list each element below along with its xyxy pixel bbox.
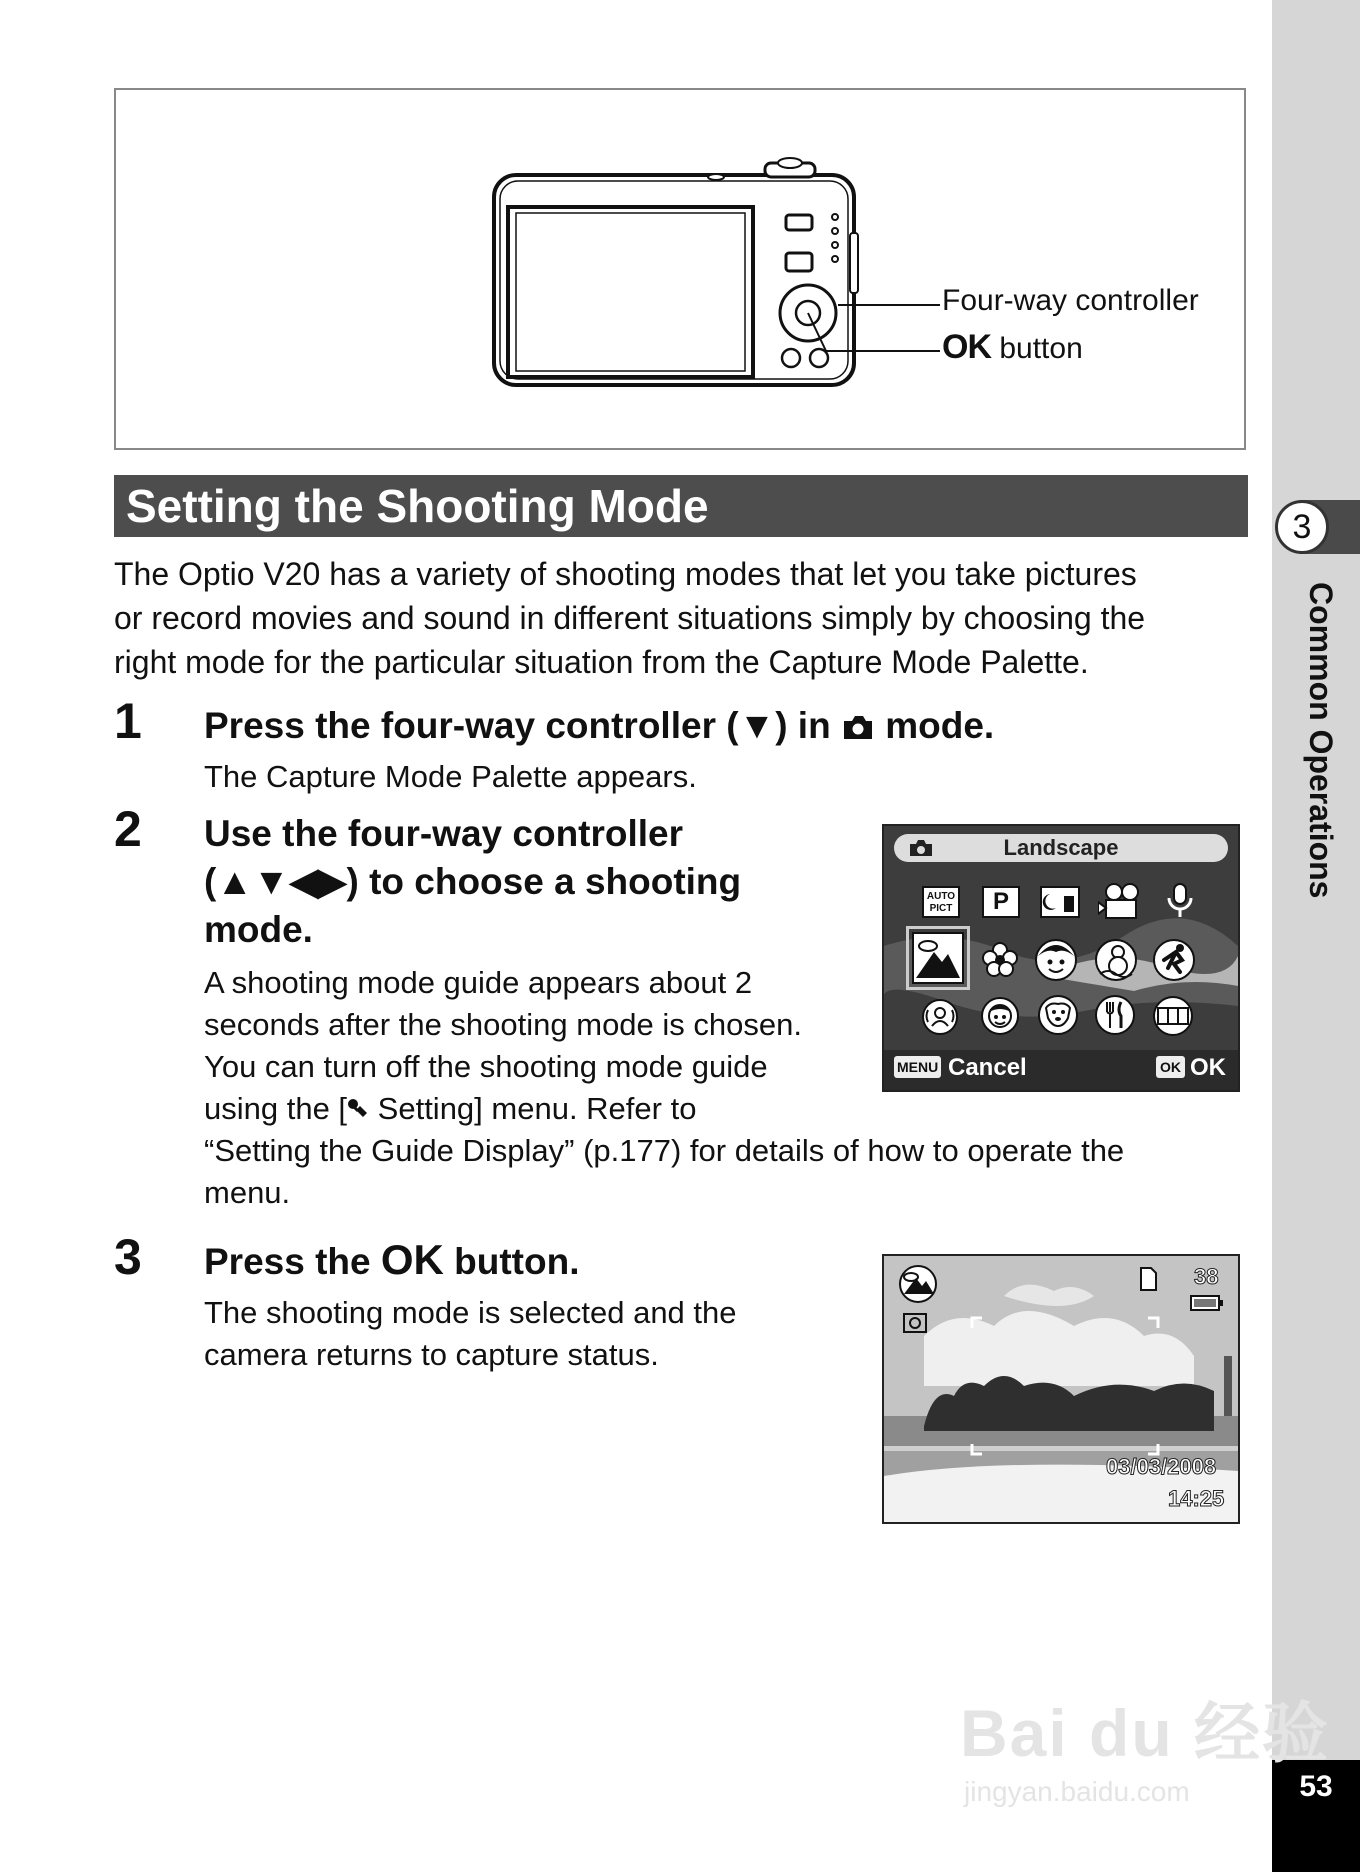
step-1-number: 1 — [114, 693, 142, 749]
step-2-body-line-2: seconds after the shooting mode is chosen. — [204, 1007, 802, 1042]
auto-label-2: PICT — [929, 903, 953, 914]
ok-glyph: OK — [942, 328, 991, 366]
cancel-label: Cancel — [948, 1054, 1027, 1081]
watermark: Bai du 经验 — [960, 1696, 1331, 1770]
step-3-body-line-2: camera returns to capture status. — [204, 1337, 659, 1372]
night-scene-icon — [1040, 886, 1080, 918]
step-2-body-line-1: A shooting mode guide appears about 2 — [204, 965, 753, 1000]
memory-card-icon — [1138, 1266, 1158, 1292]
focus-frame — [970, 1316, 1160, 1456]
callout-ok-button — [942, 328, 1083, 367]
intro-line-2: or record movies and sound in different situations simply by choosing the — [114, 600, 1146, 636]
battery-icon — [1190, 1294, 1224, 1312]
step-2-heading-line-2: (▲▼◀▶) to choose a shooting — [204, 861, 742, 902]
callout-ok-button-label: button — [999, 332, 1083, 365]
capture-time: 14:25 — [1168, 1486, 1225, 1511]
panorama-assist-icon — [1152, 996, 1194, 1036]
snow-mode-icon — [1094, 938, 1138, 982]
step-2-body-line-6: menu. — [204, 1175, 291, 1210]
landscape-mode-icon — [912, 932, 964, 984]
chapter-title: Common Operations — [1303, 582, 1339, 899]
step-1-heading — [204, 702, 994, 750]
program-mode-icon: P — [982, 886, 1020, 918]
wrench-icon — [347, 1098, 369, 1122]
step-1-heading-b: mode. — [885, 705, 995, 746]
step-2-body-line-4 — [204, 1088, 696, 1130]
ok-key-label: OK — [1156, 1056, 1185, 1078]
page-number: 53 — [1299, 1770, 1333, 1803]
step-3-body-line-1: The shooting mode is selected and the — [204, 1295, 737, 1330]
digital-sr-icon — [920, 998, 960, 1036]
step-2-body-line-3: You can turn off the shooting mode guide — [204, 1049, 768, 1084]
movie-icon — [1098, 882, 1144, 920]
natural-skin-tone-icon — [1034, 938, 1078, 982]
ok-label: OK — [1190, 1054, 1226, 1081]
step-3-number: 3 — [114, 1229, 142, 1285]
capture-date: 03/03/2008 — [1106, 1454, 1217, 1479]
step-2-number: 2 — [114, 801, 142, 857]
flower-mode-icon — [980, 940, 1020, 980]
step-2-heading-line-1: Use the four-way controller — [204, 813, 684, 854]
camera-mode-icon — [841, 713, 875, 741]
food-mode-icon — [1094, 994, 1136, 1036]
step-2-body-line-4a: using the [ — [204, 1091, 348, 1126]
intro-line-3: right mode for the particular situation from the Capture Mode Palette. — [114, 644, 1089, 680]
step-3-heading-a: Press the — [204, 1241, 371, 1282]
step-1-body: The Capture Mode Palette appears. — [204, 759, 697, 794]
intro-line-1: The Optio V20 has a variety of shooting modes that let you take pictures — [114, 556, 1137, 592]
auto-picture-icon — [922, 886, 960, 918]
landscape-mode-indicator-icon — [898, 1264, 938, 1304]
sport-mode-icon — [1152, 938, 1196, 982]
kids-mode-icon — [980, 996, 1020, 1036]
face-detection-icon — [902, 1312, 928, 1334]
camera-back-illustration — [480, 155, 960, 395]
menu-key-label: MENU — [894, 1056, 941, 1078]
watermark-url: jingyan.baidu.com — [964, 1776, 1190, 1807]
step-3-ok-glyph: OK — [380, 1236, 444, 1283]
palette-mode-name: Landscape — [1003, 835, 1119, 860]
callout-four-way-controller: Four-way controller — [942, 284, 1199, 317]
step-3-heading-b: button. — [454, 1241, 580, 1282]
step-2-heading-line-3: mode. — [204, 909, 313, 950]
step-2-body-line-5: “Setting the Guide Display” (p.177) for details of how to operate the — [204, 1133, 1125, 1168]
capture-status-screen — [882, 1254, 1240, 1524]
step-2-body-line-4b: Setting] menu. Refer to — [369, 1091, 697, 1126]
chapter-number: 3 — [1275, 500, 1329, 554]
section-title: Setting the Shooting Mode — [126, 480, 709, 532]
step-3-heading — [204, 1236, 579, 1286]
shots-remaining: 38 — [1194, 1264, 1219, 1289]
auto-label-1: AUTO — [926, 891, 956, 902]
capture-mode-palette-screen — [882, 824, 1240, 1092]
voice-recording-icon — [1164, 882, 1196, 920]
step-1-heading-a: Press the four-way controller (▼) in — [204, 705, 831, 746]
pet-mode-icon — [1036, 994, 1080, 1036]
